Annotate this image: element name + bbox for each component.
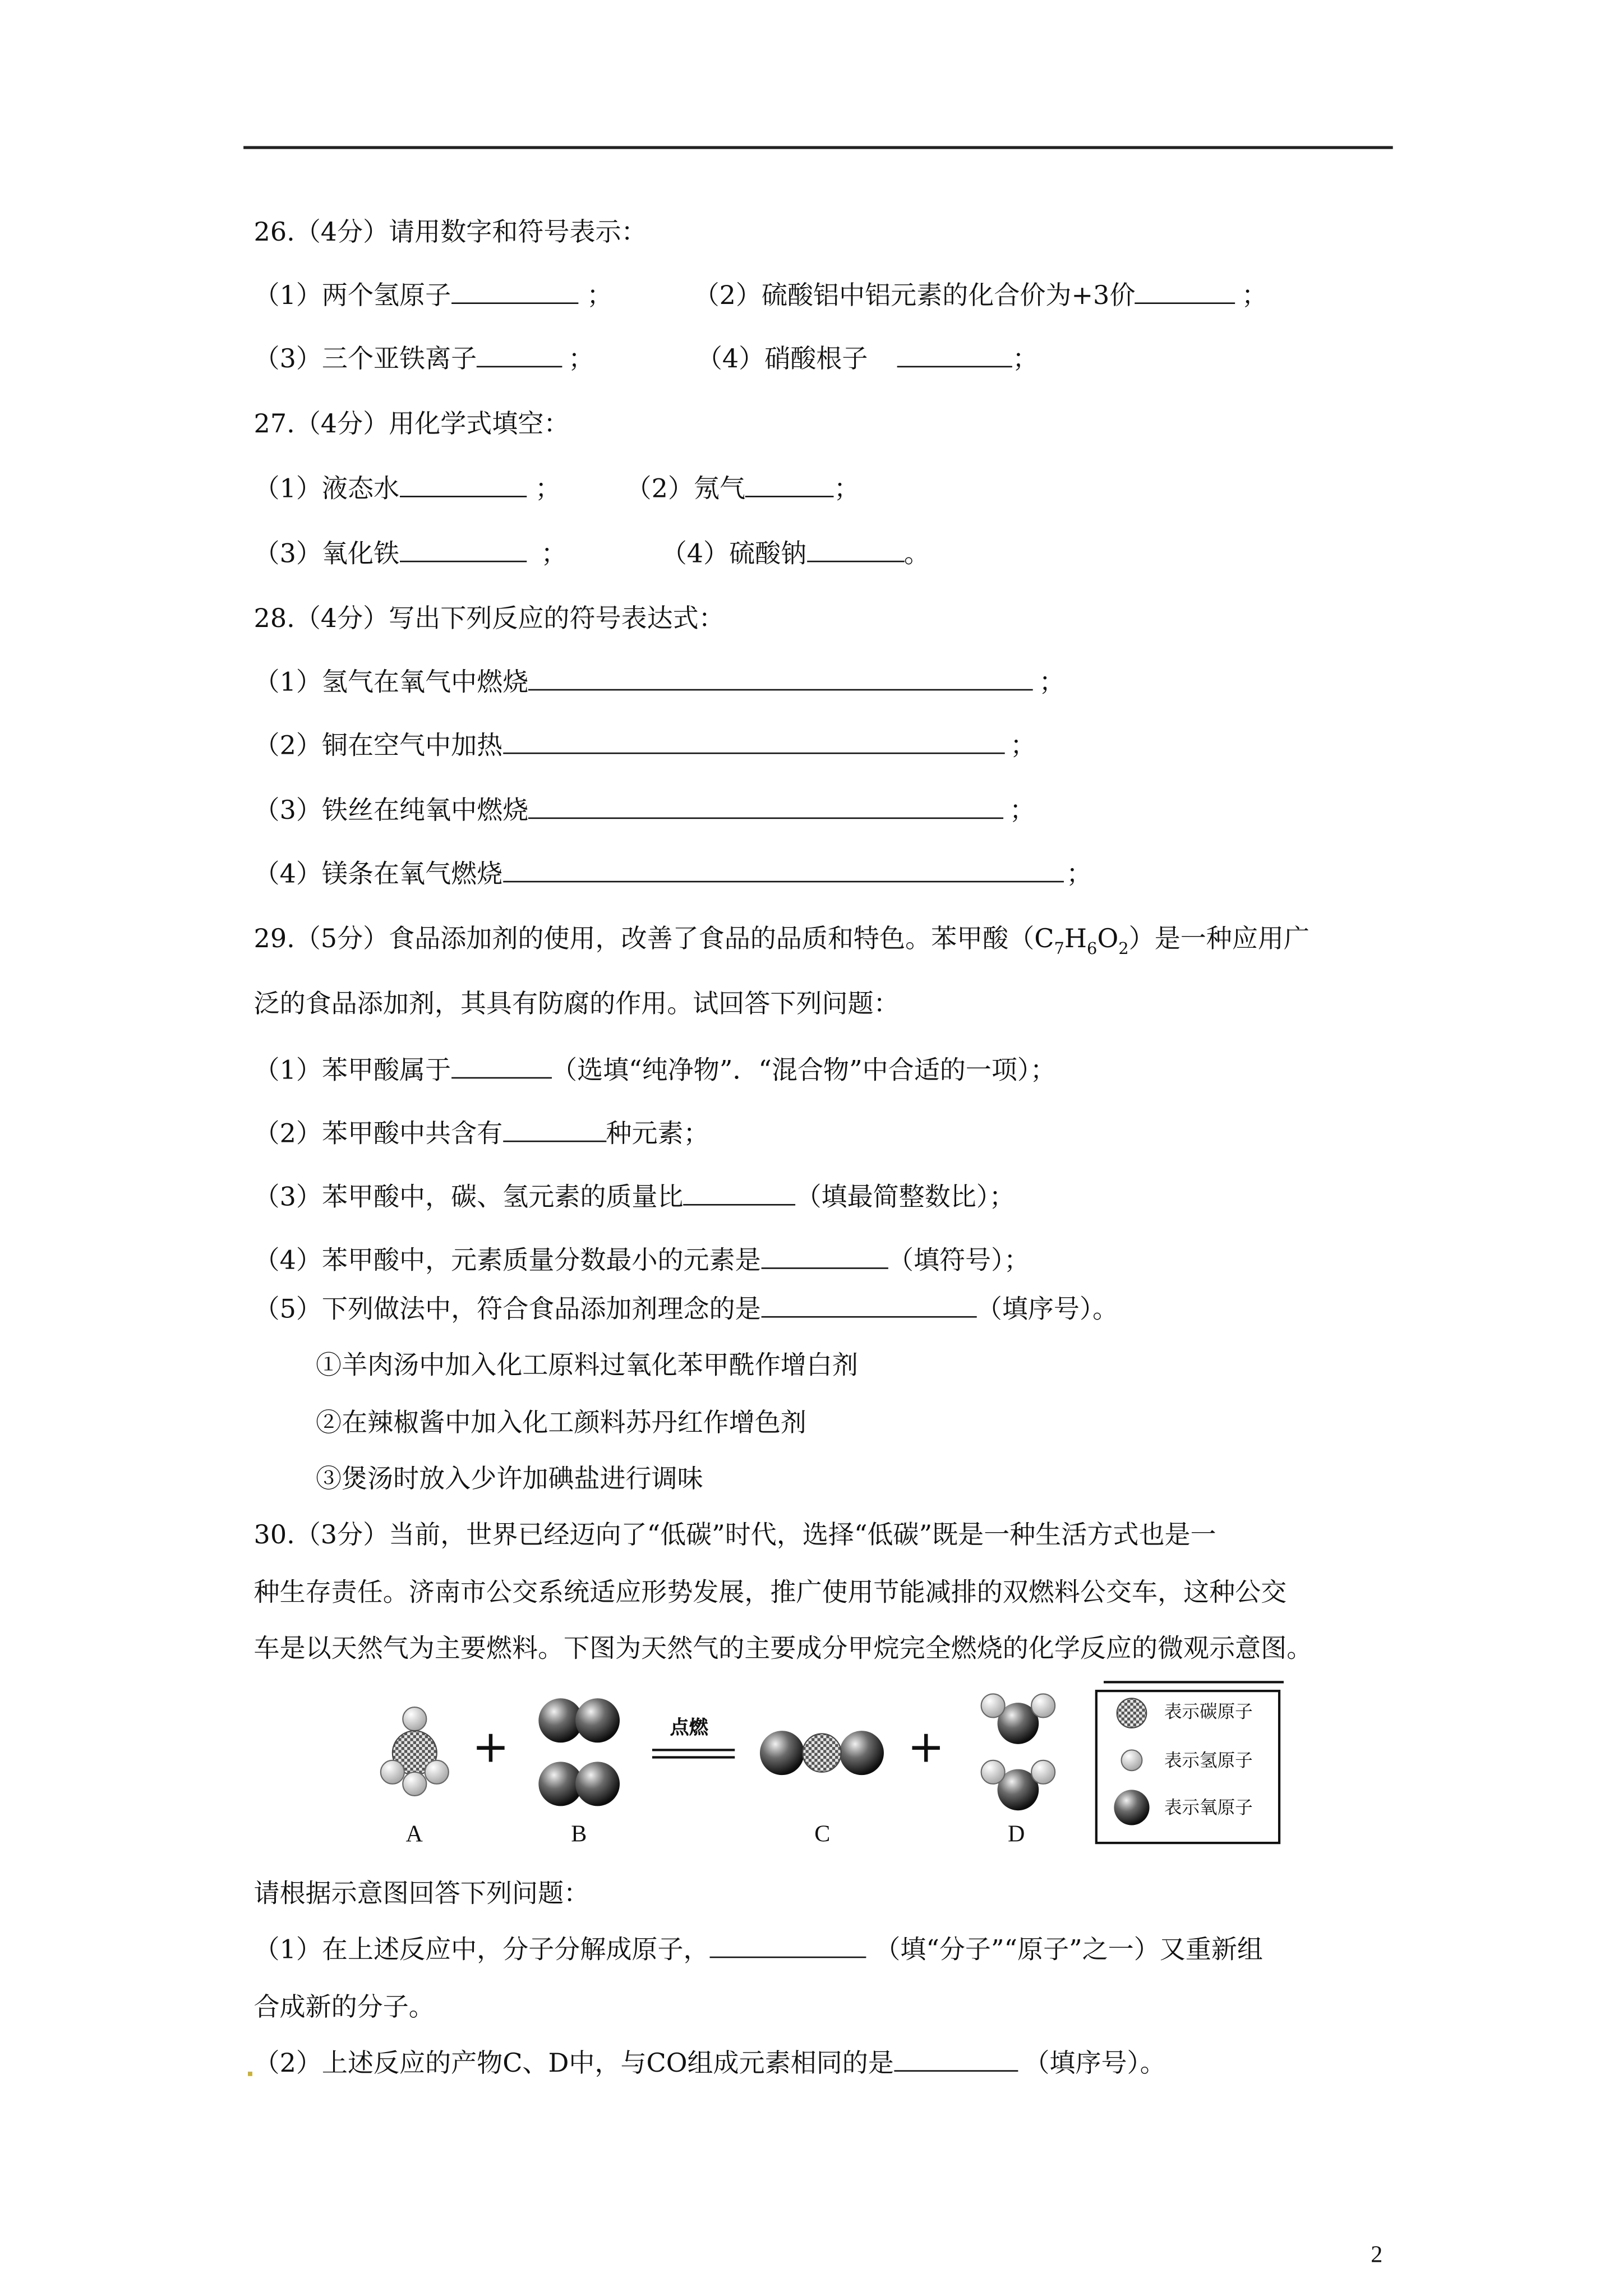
q30-line-2: 种生存责任。济南市公交系统适应形势发展，推广使用节能减排的双燃料公交车，这种公交 bbox=[253, 1579, 1287, 1608]
hydrogen-atom bbox=[381, 1760, 404, 1784]
label-a: A bbox=[405, 1822, 423, 1848]
hydrogen-atom bbox=[403, 1772, 426, 1796]
oxygen-atom bbox=[575, 1698, 620, 1742]
q29-line-1: 29.（5分）食品添加剂的使用，改善了食品的品质和特色。苯甲酸$(C_7H_6O_2)$是一种应用广 bbox=[253, 925, 1310, 958]
oxygen-molecules-b bbox=[538, 1698, 620, 1806]
plus-sign: + bbox=[907, 1722, 945, 1774]
q26-item-3: （3）三个亚铁离子 ； bbox=[254, 342, 594, 377]
q29-item-1: （1）苯甲酸属于 （选填“纯净物”．“混合物”中合适的一项）； bbox=[254, 1054, 1056, 1089]
plus-sign: + bbox=[472, 1722, 510, 1774]
oxygen-atom bbox=[575, 1762, 620, 1806]
q27-item-1: （1）液态水 ； bbox=[254, 472, 561, 508]
q29-option-3: ③煲汤时放入少许加碘盐进行调味 bbox=[316, 1465, 703, 1495]
legend-carbon: 表示碳原子 bbox=[1164, 1701, 1253, 1722]
page-number: 2 bbox=[1371, 2243, 1383, 2268]
label-c: C bbox=[814, 1822, 831, 1848]
q30-prompt: 请根据示意图回答下列问题： bbox=[253, 1879, 590, 1910]
reaction-condition: 点燃 bbox=[670, 1717, 708, 1740]
q26-title: 26.（4分）请用数字和符号表示： bbox=[253, 218, 647, 248]
oxygen-atom bbox=[840, 1731, 884, 1775]
hydrogen-atom bbox=[403, 1707, 426, 1731]
hydrogen-atom-legend-icon bbox=[1122, 1750, 1142, 1771]
q27-item-3: （3）氧化铁 ； bbox=[254, 537, 567, 573]
q29-item-3: （3）苯甲酸中，碳、氢元素的质量比 （填最简整数比）； bbox=[254, 1181, 1015, 1216]
hydrogen-atom bbox=[981, 1694, 1005, 1717]
q26-item-2: （2）硫酸铝中铝元素的化合价为+3价 ； bbox=[694, 279, 1267, 314]
stray-mark bbox=[248, 2072, 252, 2076]
carbon-atom-legend-icon bbox=[1117, 1698, 1147, 1728]
oxygen-atom-legend-icon bbox=[1114, 1790, 1149, 1825]
q29-item-4: （4）苯甲酸中，元素质量分数最小的元素是 （填符号）； bbox=[254, 1244, 1030, 1279]
q30-item-1-cont: 合成新的分子。 bbox=[253, 1993, 435, 2023]
answer-blank[interactable] bbox=[894, 2046, 1018, 2072]
q30-item-1: （1）在上述反应中，分子分解成原子， （填“分子”“原子”之一）又重新组 bbox=[254, 1933, 1263, 1968]
q28-item-1: （1）氢气在氧气中燃烧 ； bbox=[254, 666, 1065, 701]
q28-item-2: （2）铜在空气中加热 ； bbox=[254, 729, 1036, 764]
q30-line-1: 30.（3分）当前，世界已经迈向了“低碳”时代，选择“低碳”既是一种生活方式也是一 bbox=[253, 1521, 1216, 1551]
carbon-dioxide-molecule-c bbox=[760, 1731, 884, 1775]
q26-item-1: （1）两个氢原子 ； bbox=[254, 279, 613, 314]
q29-line-2: 泛的食品添加剂，其具有防腐的作用。试回答下列问题： bbox=[253, 990, 900, 1020]
methane-molecule-a bbox=[381, 1707, 449, 1796]
carbon-atom bbox=[803, 1733, 841, 1772]
hydrogen-atom bbox=[1031, 1694, 1055, 1717]
q27-item-2: （2）氖气 ； bbox=[626, 472, 860, 508]
q29-item-2: （2）苯甲酸中共含有 种元素； bbox=[254, 1117, 709, 1152]
q27-title: 27.（4分）用化学式填空： bbox=[253, 410, 570, 440]
water-molecules-d bbox=[981, 1694, 1055, 1810]
label-b: B bbox=[571, 1822, 587, 1848]
q28-title: 28.（4分）写出下列反应的符号表达式： bbox=[253, 605, 725, 635]
hydrogen-atom bbox=[981, 1760, 1005, 1784]
q26-item-4: （4）硝酸根子 ； bbox=[697, 342, 1038, 377]
label-d: D bbox=[1007, 1822, 1025, 1848]
q28-item-4: （4）镁条在氧气燃烧 ； bbox=[254, 857, 1092, 893]
hydrogen-atom bbox=[425, 1760, 449, 1784]
q30-line-3: 车是以天然气为主要燃料。下图为天然气的主要成分甲烷完全燃烧的化学反应的微观示意图。 bbox=[253, 1635, 1313, 1665]
answer-blank[interactable] bbox=[709, 1933, 866, 1958]
q29-option-2: ②在辣椒酱中加入化工颜料苏丹红作增色剂 bbox=[316, 1409, 806, 1439]
legend-hydrogen: 表示氢原子 bbox=[1164, 1750, 1253, 1771]
q29-option-1: ①羊肉汤中加入化工原料过氧化苯甲酰作增白剂 bbox=[316, 1351, 858, 1381]
oxygen-atom bbox=[760, 1731, 804, 1775]
q30-item-2: （2）上述反应的产物C、D中，与CO组成元素相同的是 （填序号）。 bbox=[254, 2046, 1166, 2082]
legend-oxygen: 表示氧原子 bbox=[1164, 1797, 1253, 1818]
q27-item-4: （4）硫酸钠 。 bbox=[661, 537, 930, 573]
hydrogen-atom bbox=[1031, 1760, 1055, 1784]
q28-item-3: （3）铁丝在纯氧中燃烧 ； bbox=[254, 794, 1035, 829]
q29-item-5: （5）下列做法中，符合食品添加剂理念的是 （填序号）。 bbox=[254, 1293, 1118, 1328]
